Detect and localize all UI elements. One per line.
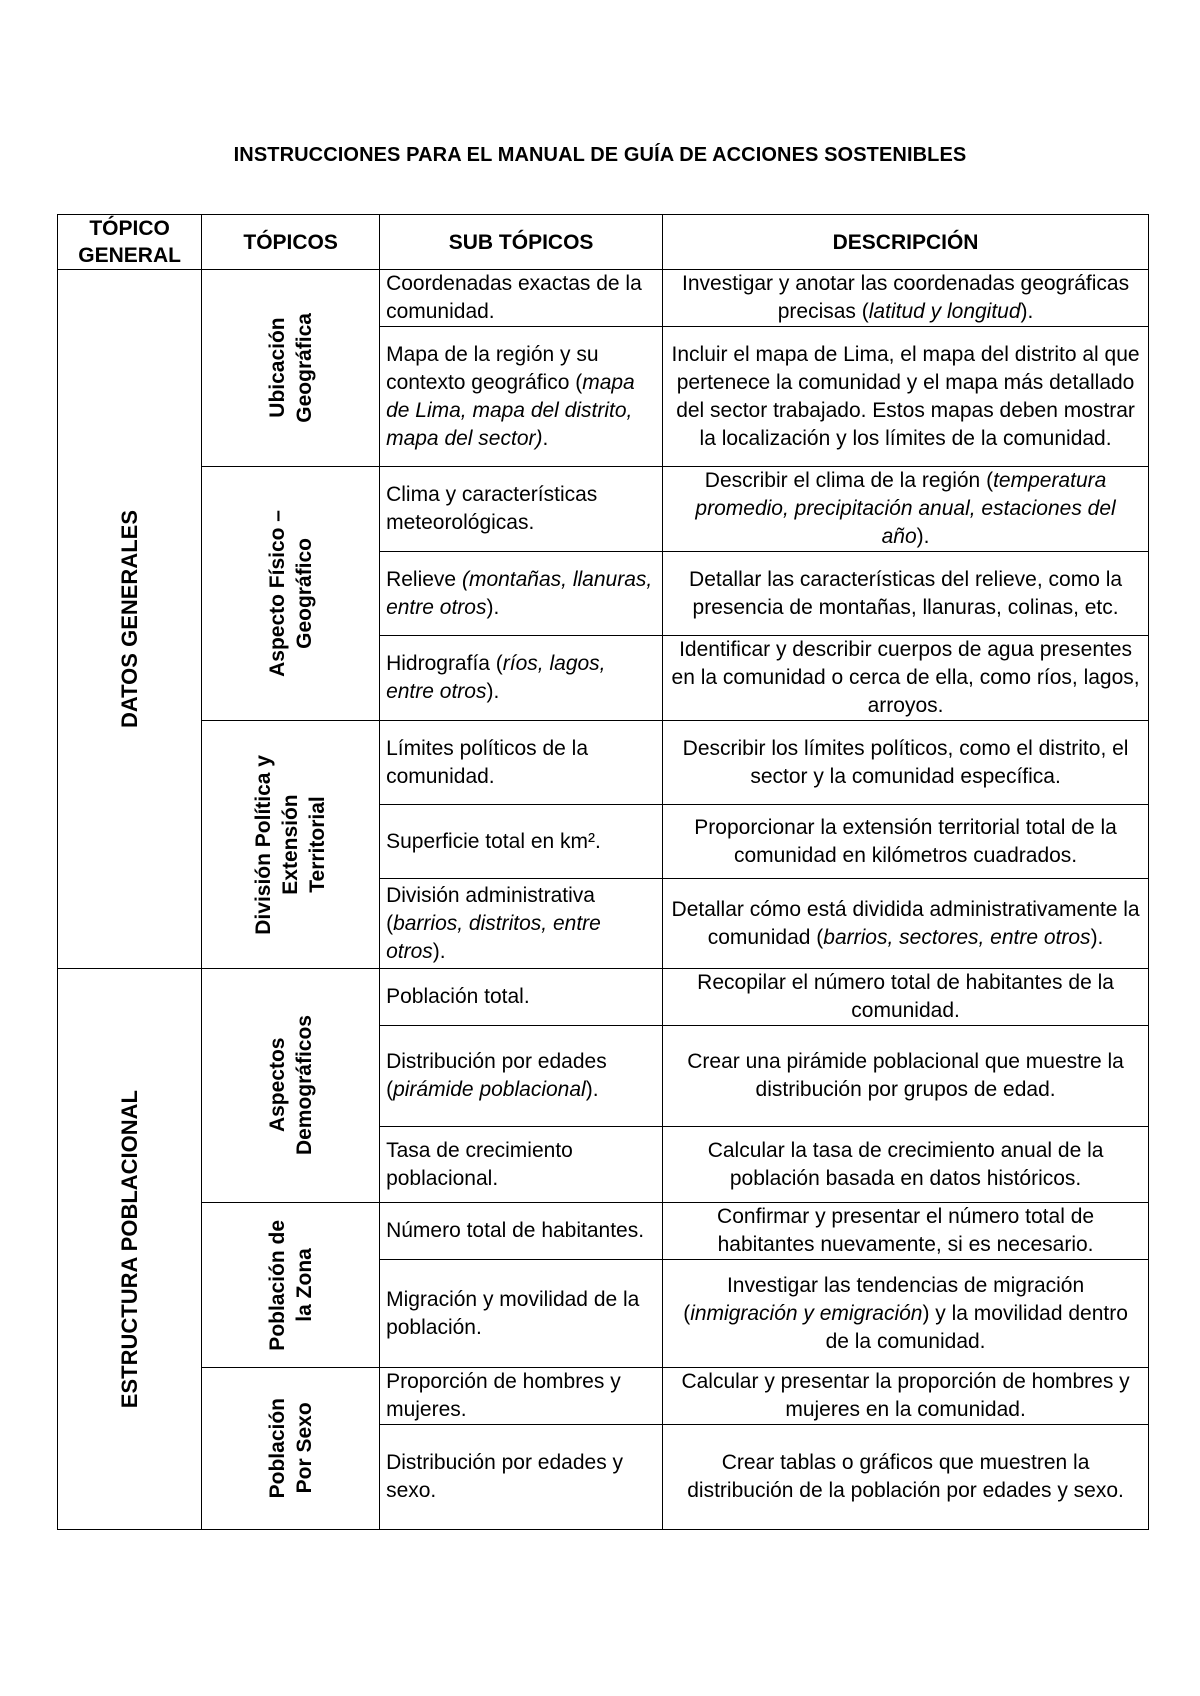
subtopic-text-part: pirámide poblacional — [393, 1078, 586, 1101]
subtopic-text-part: Distribución por edades y sexo. — [386, 1451, 624, 1502]
description-text-part: Investigar y anotar las coordenadas geográficas precisas ( — [682, 272, 1130, 323]
description-text-part: Proporcionar la extensión territorial total de la comunidad en kilómetros cuadrados. — [694, 815, 1117, 867]
description-text-part: Calcular y presentar la proporción de hombres y mujeres en la comunidad. — [681, 1370, 1130, 1421]
topic-label: Población de la Zona — [265, 1219, 316, 1351]
subtopic-text-part: Clima y características meteorológicas. — [386, 483, 598, 534]
subtopic-text-part: Población total. — [386, 985, 530, 1008]
description-cell — [663, 1425, 1149, 1530]
subtopic-text-part: ). — [486, 680, 500, 703]
topic-cell — [202, 270, 380, 467]
general-topic-label: DATOS GENERALES — [117, 510, 143, 728]
topic-cell — [202, 467, 380, 721]
description-text-part: Confirmar y presentar el número total de habitantes nuevamente, si es necesario. — [717, 1205, 1095, 1256]
topic-cell — [202, 1368, 380, 1530]
description-cell — [663, 552, 1149, 636]
description-cell — [663, 327, 1149, 467]
subtopic-cell — [380, 1425, 663, 1530]
subtopic-text-part: . — [542, 426, 549, 450]
subtopic-cell — [380, 552, 663, 636]
subtopic-text-part: ríos, lagos, entre otros — [386, 652, 606, 703]
subtopic-text-part: Mapa de la región y su contexto geográfico ( — [386, 342, 599, 394]
description-cell — [663, 1127, 1149, 1203]
general-topic-label: ESTRUCTURA POBLACIONAL — [117, 1089, 143, 1409]
subtopic-cell — [380, 1260, 663, 1368]
description-text-part: Calcular la tasa de crecimiento anual de la población basada en datos históricos. — [707, 1138, 1104, 1190]
description-cell — [663, 1026, 1149, 1127]
subtopic-text-part: Relieve — [386, 567, 462, 591]
subtopic-text-part: Tasa de crecimiento poblacional. — [386, 1138, 573, 1190]
description-text-part: Investigar las tendencias de migración ( — [683, 1273, 1085, 1325]
document-title: INSTRUCCIONES PARA EL MANUAL DE GUÍA DE ACCIONES SOSTENIBLES — [233, 144, 967, 166]
description-text-part: Describir el clima de la región ( — [704, 469, 994, 492]
subtopic-text-part: Límites políticos de la comunidad. — [386, 736, 589, 788]
topic-label: Aspectos Demográficos — [265, 1015, 316, 1156]
description-text-part: barrios, sectores, entre otros — [823, 925, 1091, 949]
header-general-topic: TÓPICO GENERAL — [58, 215, 202, 270]
subtopic-cell — [380, 270, 663, 327]
description-text-part: Detallar cómo está dividida administrativamente la comunidad ( — [671, 897, 1140, 949]
subtopic-cell — [380, 327, 663, 467]
general-topic-cell — [58, 969, 202, 1530]
subtopic-text-part: ). — [486, 595, 500, 619]
subtopic-text-part: División administrativa ( — [386, 883, 595, 935]
description-cell — [663, 879, 1149, 969]
subtopic-text-part: Número total de habitantes. — [386, 1219, 645, 1242]
description-text-part: Detallar las características del relieve, como la presencia de montañas, llanuras, colinas, etc. — [689, 567, 1123, 619]
subtopic-cell — [380, 969, 663, 1026]
subtopic-text-part: barrios, distritos, entre otros — [386, 911, 601, 963]
description-text-part: ). — [1020, 300, 1034, 323]
description-text-part: Crear tablas o gráficos que muestren la distribución de la población por edades y sexo. — [687, 1451, 1124, 1502]
description-text-part: Incluir el mapa de Lima, el mapa del distrito al que pertenece la comunidad y el mapa más detallado del sector trabajado. Estos mapas deben mostrar la localización y los límites de la comunidad. — [671, 342, 1140, 450]
subtopic-text-part: Hidrografía ( — [386, 652, 503, 675]
description-text-part: ). — [1090, 925, 1104, 949]
description-cell — [663, 721, 1149, 805]
description-cell — [663, 467, 1149, 552]
subtopic-text-part: Coordenadas exactas de la comunidad. — [386, 272, 642, 323]
subtopic-cell — [380, 1026, 663, 1127]
general-topic-cell — [58, 270, 202, 969]
table-row — [58, 1368, 1149, 1425]
description-text-part: temperatura promedio, precipitación anual, estaciones del año — [695, 469, 1116, 548]
description-text-part: Identificar y describir cuerpos de agua presentes en la comunidad o cerca de ella, como ríos, lagos, arroyos. — [671, 638, 1140, 717]
topic-label: División Política y Extensión Territorial — [252, 754, 330, 935]
description-text-part: latitud y longitud — [868, 300, 1021, 323]
table-row — [58, 467, 1149, 552]
description-cell — [663, 636, 1149, 721]
description-text-part: Describir los límites políticos, como el distrito, el sector y la comunidad específica. — [682, 736, 1129, 788]
subtopic-text-part: ). — [432, 939, 446, 963]
table-body — [58, 270, 1149, 1530]
subtopic-text-part: Distribución por edades ( — [386, 1050, 607, 1101]
subtopic-cell — [380, 879, 663, 969]
table-row — [58, 969, 1149, 1026]
description-text-part: inmigración y emigración — [690, 1301, 923, 1325]
subtopic-cell — [380, 1368, 663, 1425]
description-cell — [663, 1260, 1149, 1368]
description-cell — [663, 1368, 1149, 1425]
table-row — [58, 270, 1149, 327]
subtopic-text-part: mapa de Lima, mapa del distrito, mapa del sector) — [386, 370, 635, 450]
description-cell — [663, 1203, 1149, 1260]
description-cell — [663, 969, 1149, 1026]
description-text-part: Crear una pirámide poblacional que muestre la distribución por grupos de edad. — [687, 1050, 1124, 1101]
subtopic-cell — [380, 805, 663, 879]
topic-cell — [202, 1203, 380, 1368]
header-row — [58, 215, 1149, 270]
description-cell — [663, 270, 1149, 327]
table-row — [58, 721, 1149, 805]
subtopic-cell — [380, 467, 663, 552]
header-topics: TÓPICOS — [202, 215, 380, 270]
topic-label: Ubicación Geográfica — [265, 313, 316, 423]
header-description: DESCRIPCIÓN — [663, 215, 1149, 270]
subtopic-text-part: Superficie total en km². — [386, 829, 601, 853]
subtopic-text-part: (montañas, llanuras, entre otros — [386, 567, 653, 619]
subtopic-text-part: Proporción de hombres y mujeres. — [386, 1370, 621, 1421]
description-text-part: ) y la movilidad dentro de la comunidad. — [825, 1301, 1128, 1353]
description-cell — [663, 805, 1149, 879]
guide-table — [57, 214, 1149, 1530]
table-row — [58, 1203, 1149, 1260]
topic-cell — [202, 721, 380, 969]
description-text-part: ). — [916, 525, 930, 548]
topic-label: Población Por Sexo — [265, 1398, 316, 1499]
description-text-part: Recopilar el número total de habitantes de la comunidad. — [697, 971, 1114, 1022]
topic-cell — [202, 969, 380, 1203]
topic-label: Aspecto Físico – Geográfico — [265, 510, 316, 677]
header-subtopics: SUB TÓPICOS — [380, 215, 663, 270]
subtopic-text-part: ). — [585, 1078, 599, 1101]
subtopic-cell — [380, 1127, 663, 1203]
subtopic-cell — [380, 721, 663, 805]
subtopic-text-part: Migración y movilidad de la población. — [386, 1287, 640, 1339]
subtopic-cell — [380, 636, 663, 721]
subtopic-cell — [380, 1203, 663, 1260]
